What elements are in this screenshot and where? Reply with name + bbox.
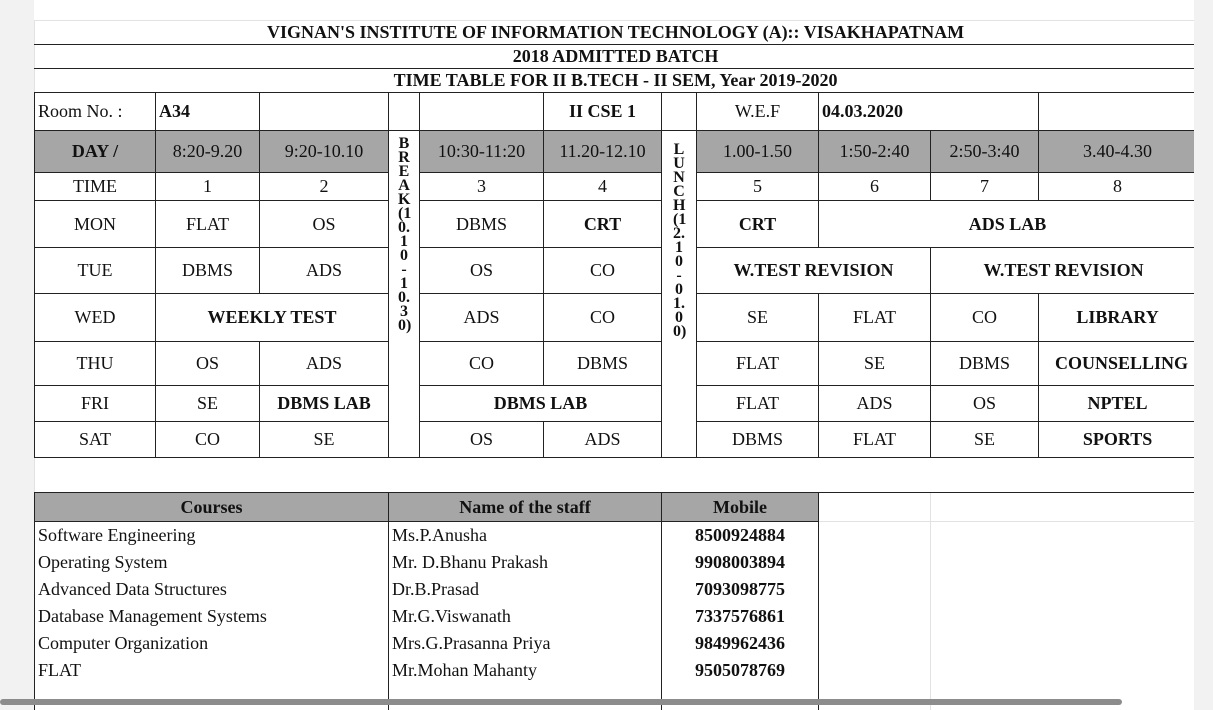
period-7: 7 bbox=[931, 173, 1039, 201]
staff-mobile: 7093098775 bbox=[662, 576, 819, 603]
class-cell: FLAT bbox=[156, 201, 260, 248]
class-cell: CO bbox=[156, 422, 260, 458]
class-cell: ADS bbox=[260, 248, 389, 294]
staff-name-header: Name of the staff bbox=[389, 493, 662, 522]
class-cell: LIBRARY bbox=[1039, 294, 1195, 342]
break-label bbox=[389, 137, 419, 333]
lunch-label-text: LUNCH(12.10-01.00) bbox=[673, 141, 687, 340]
empty-cell bbox=[819, 630, 931, 657]
class-cell: OS bbox=[420, 422, 544, 458]
period-8: 8 bbox=[1039, 173, 1195, 201]
course-name: Database Management Systems bbox=[35, 603, 389, 630]
row-thu bbox=[35, 342, 1195, 386]
class-cell: DBMS bbox=[156, 248, 260, 294]
staff-row bbox=[35, 684, 1195, 710]
class-cell: OS bbox=[260, 201, 389, 248]
staff-name: Mr.G.Viswanath bbox=[389, 603, 662, 630]
class-cell: ADS bbox=[420, 294, 544, 342]
horizontal-scrollbar[interactable] bbox=[0, 699, 1122, 705]
course-name: FLAT bbox=[35, 657, 389, 684]
row-sat bbox=[35, 422, 1195, 458]
class-cell: ADS LAB bbox=[819, 201, 1195, 248]
class-cell: OS bbox=[156, 342, 260, 386]
class-cell: CO bbox=[544, 294, 662, 342]
empty-cell bbox=[260, 93, 389, 131]
empty-cell bbox=[819, 603, 931, 630]
day-header: DAY / bbox=[35, 131, 156, 173]
empty-cell bbox=[931, 657, 1195, 684]
course-name: Operating System bbox=[35, 549, 389, 576]
wef-value: 04.03.2020 bbox=[819, 93, 1039, 131]
staff-mobile: 9849962436 bbox=[662, 630, 819, 657]
staff-mobile: 9505078769 bbox=[662, 657, 819, 684]
courses-header: Courses bbox=[35, 493, 389, 522]
staff-name: Dr.B.Prasad bbox=[389, 576, 662, 603]
empty-cell bbox=[931, 684, 1195, 710]
time-header: TIME bbox=[35, 173, 156, 201]
wef-label: W.E.F bbox=[697, 93, 819, 131]
slot-4: 11.20-12.10 bbox=[544, 131, 662, 173]
staff-mobile: 9908003894 bbox=[662, 549, 819, 576]
batch-title: 2018 ADMITTED BATCH bbox=[35, 45, 1195, 69]
day-cell: FRI bbox=[35, 386, 156, 422]
period-6: 6 bbox=[819, 173, 931, 201]
class-cell: FLAT bbox=[819, 294, 931, 342]
empty-cell bbox=[662, 93, 697, 131]
class-cell: SE bbox=[156, 386, 260, 422]
row-fri bbox=[35, 386, 1195, 422]
class-cell: CO bbox=[544, 248, 662, 294]
class-cell: ADS bbox=[260, 342, 389, 386]
empty-cell bbox=[819, 493, 931, 522]
spreadsheet-page bbox=[34, 0, 1194, 710]
class-cell: FLAT bbox=[697, 386, 819, 422]
class-cell: SE bbox=[260, 422, 389, 458]
period-4: 4 bbox=[544, 173, 662, 201]
class-cell: SPORTS bbox=[1039, 422, 1195, 458]
class-cell: OS bbox=[931, 386, 1039, 422]
staff-mobile: 7337576861 bbox=[662, 603, 819, 630]
slot-5: 1.00-1.50 bbox=[697, 131, 819, 173]
day-cell: WED bbox=[35, 294, 156, 342]
slot-6: 1:50-2:40 bbox=[819, 131, 931, 173]
section-name: II CSE 1 bbox=[544, 93, 662, 131]
empty-cell bbox=[931, 493, 1195, 522]
period-2: 2 bbox=[260, 173, 389, 201]
staff-row bbox=[35, 576, 1195, 603]
empty-cell bbox=[819, 576, 931, 603]
row-mon bbox=[35, 201, 1195, 248]
slot-1: 8:20-9.20 bbox=[156, 131, 260, 173]
empty-cell bbox=[931, 603, 1195, 630]
empty-cell bbox=[931, 549, 1195, 576]
slot-8: 3.40-4.30 bbox=[1039, 131, 1195, 173]
class-cell: ADS bbox=[544, 422, 662, 458]
empty-cell bbox=[931, 630, 1195, 657]
lunch-label bbox=[662, 143, 696, 339]
class-cell: CO bbox=[420, 342, 544, 386]
period-1: 1 bbox=[156, 173, 260, 201]
staff-row bbox=[35, 549, 1195, 576]
staff-name: Mr.Mohan Mahanty bbox=[389, 657, 662, 684]
class-cell: COUNSELLING bbox=[1039, 342, 1195, 386]
staff-name: Mr. D.Bhanu Prakash bbox=[389, 549, 662, 576]
staff-row bbox=[35, 657, 1195, 684]
class-cell: CRT bbox=[544, 201, 662, 248]
class-cell: FLAT bbox=[697, 342, 819, 386]
class-cell: FLAT bbox=[819, 422, 931, 458]
class-cell: ADS bbox=[819, 386, 931, 422]
class-cell: W.TEST REVISION bbox=[697, 248, 931, 294]
staff-row bbox=[35, 603, 1195, 630]
day-cell: TUE bbox=[35, 248, 156, 294]
class-cell: SE bbox=[931, 422, 1039, 458]
period-3: 3 bbox=[420, 173, 544, 201]
staff-name: Mrs.G.Prasanna Priya bbox=[389, 630, 662, 657]
class-cell: DBMS bbox=[420, 201, 544, 248]
empty-cell bbox=[819, 657, 931, 684]
course-name: Software Engineering bbox=[35, 522, 389, 550]
empty-cell bbox=[931, 522, 1195, 550]
class-cell: SE bbox=[819, 342, 931, 386]
empty-cell bbox=[1039, 93, 1195, 131]
row-wed bbox=[35, 294, 1195, 342]
staff-row bbox=[35, 630, 1195, 657]
day-cell: MON bbox=[35, 201, 156, 248]
course-name: Advanced Data Structures bbox=[35, 576, 389, 603]
class-cell: OS bbox=[420, 248, 544, 294]
empty-cell bbox=[662, 684, 819, 710]
class-cell: SE bbox=[697, 294, 819, 342]
empty-cell bbox=[819, 522, 931, 550]
slot-2: 9:20-10.10 bbox=[260, 131, 389, 173]
class-cell: CO bbox=[931, 294, 1039, 342]
break-label-text: BREAK(10.10-10.30) bbox=[398, 135, 412, 334]
class-cell: CRT bbox=[697, 201, 819, 248]
day-cell: THU bbox=[35, 342, 156, 386]
staff-row bbox=[35, 522, 1195, 550]
empty-cell bbox=[389, 684, 662, 710]
mobile-header: Mobile bbox=[662, 493, 819, 522]
institute-title: VIGNAN'S INSTITUTE OF INFORMATION TECHNOLOGY (A):: VISAKHAPATNAM bbox=[35, 21, 1195, 45]
class-cell: W.TEST REVISION bbox=[931, 248, 1195, 294]
lunch-column bbox=[662, 131, 697, 458]
class-cell: DBMS LAB bbox=[420, 386, 662, 422]
room-value: A34 bbox=[156, 93, 260, 131]
day-cell: SAT bbox=[35, 422, 156, 458]
empty-cell bbox=[931, 576, 1195, 603]
class-cell: DBMS bbox=[931, 342, 1039, 386]
class-cell: DBMS bbox=[697, 422, 819, 458]
class-cell: NPTEL bbox=[1039, 386, 1195, 422]
empty-cell bbox=[389, 93, 420, 131]
class-cell: DBMS bbox=[544, 342, 662, 386]
staff-name: Ms.P.Anusha bbox=[389, 522, 662, 550]
timetable-title: TIME TABLE FOR II B.TECH - II SEM, Year 2019-2020 bbox=[35, 69, 1195, 93]
row-tue bbox=[35, 248, 1195, 294]
empty-cell bbox=[819, 684, 931, 710]
course-name: Computer Organization bbox=[35, 630, 389, 657]
timetable bbox=[34, 20, 1194, 710]
empty-cell bbox=[819, 549, 931, 576]
slot-3: 10:30-11:20 bbox=[420, 131, 544, 173]
break-column bbox=[389, 131, 420, 458]
room-label: Room No. : bbox=[35, 93, 156, 131]
empty-cell bbox=[35, 684, 389, 710]
empty-cell bbox=[420, 93, 544, 131]
period-5: 5 bbox=[697, 173, 819, 201]
blank-row bbox=[35, 458, 1195, 493]
class-cell: WEEKLY TEST bbox=[156, 294, 389, 342]
slot-7: 2:50-3:40 bbox=[931, 131, 1039, 173]
staff-mobile: 8500924884 bbox=[662, 522, 819, 550]
class-cell: DBMS LAB bbox=[260, 386, 389, 422]
